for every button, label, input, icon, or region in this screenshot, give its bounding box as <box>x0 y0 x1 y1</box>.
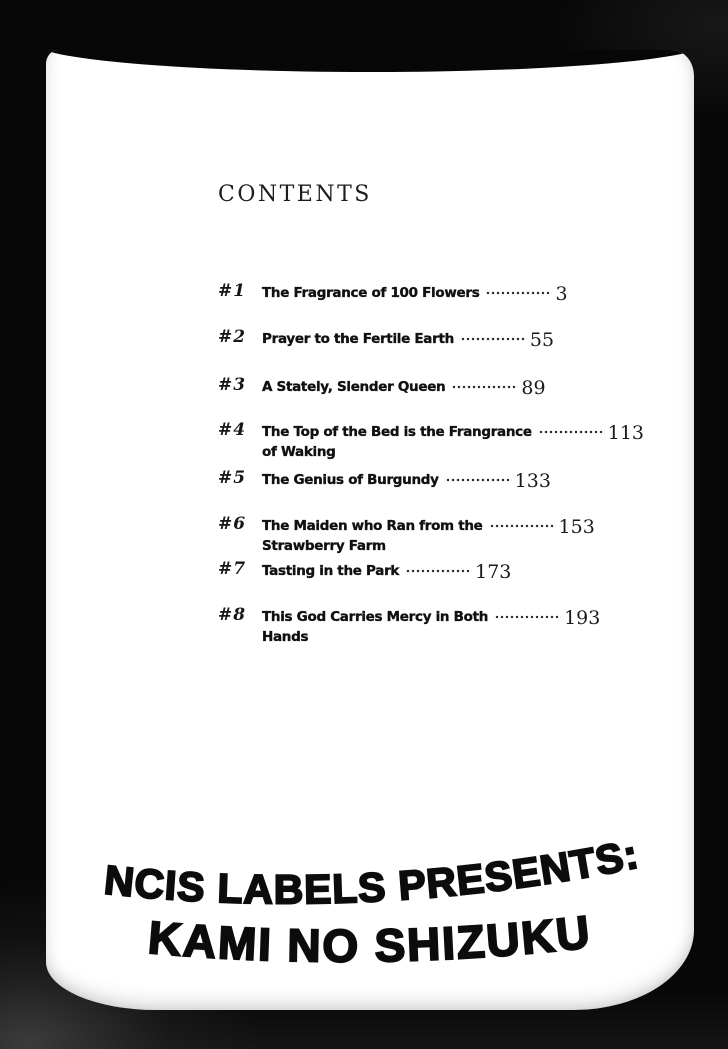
chapter-title: The Top of the Bed is the Frangrance <box>262 424 532 440</box>
page-number: 153 <box>558 516 595 538</box>
dot-leader <box>486 287 552 299</box>
chapter-title-line2: Strawberry Farm <box>262 538 386 554</box>
page-number: 173 <box>475 561 512 583</box>
chapter-number: #6 <box>218 514 247 534</box>
chapter-title-block <box>262 374 670 399</box>
page-number: 3 <box>555 283 568 305</box>
dot-leader <box>490 520 556 532</box>
chapter-title: Prayer to the Fertile Earth <box>262 331 454 347</box>
book-page <box>46 50 694 1010</box>
chapter-number: #4 <box>218 420 247 440</box>
publisher-credit-text: NCIS LABELS PRESENTS: <box>102 830 643 913</box>
toc-entry <box>218 419 670 460</box>
toc-entry <box>218 280 670 305</box>
toc-entry <box>218 513 670 554</box>
publisher-credit <box>102 831 642 913</box>
series-title-text: KAMI NO SHIZUKU <box>146 905 595 972</box>
toc-entry <box>218 326 670 351</box>
toc-entry <box>218 467 670 492</box>
chapter-title: The Genius of Burgundy <box>262 472 439 488</box>
chapter-title: The Maiden who Ran from the <box>262 518 483 534</box>
dot-leader <box>446 474 512 486</box>
chapter-title: This God Carries Mercy in Both <box>262 609 489 625</box>
chapter-title-block <box>262 280 670 305</box>
toc-entry <box>218 558 670 583</box>
chapter-title-block <box>262 467 670 492</box>
footer-lettering <box>46 820 694 1010</box>
dot-leader <box>539 426 605 438</box>
page-number: 89 <box>521 377 546 399</box>
chapter-title: A Stately, Slender Queen <box>262 379 446 395</box>
series-title <box>146 905 594 971</box>
dot-leader <box>461 333 527 345</box>
page-number: 193 <box>564 607 601 629</box>
chapter-title-block <box>262 326 670 351</box>
chapter-number: #8 <box>218 605 247 625</box>
page-number: 113 <box>607 422 644 444</box>
toc-entry <box>218 604 670 645</box>
dot-leader <box>495 611 561 623</box>
chapter-title-block <box>262 513 670 554</box>
page-number: 55 <box>529 329 555 351</box>
chapter-number: #2 <box>218 327 247 347</box>
chapter-title-block <box>262 558 670 583</box>
dot-leader <box>406 565 472 577</box>
chapter-number: #7 <box>218 559 247 579</box>
toc-entry <box>218 374 670 399</box>
chapter-title-line2: Hands <box>262 629 309 645</box>
chapter-number: #5 <box>218 468 247 488</box>
chapter-title: Tasting in the Park <box>262 563 400 579</box>
chapter-title-block <box>262 419 670 460</box>
chapter-number: #1 <box>218 281 247 301</box>
chapter-title-block <box>262 604 670 645</box>
chapter-title: The Fragrance of 100 Flowers <box>262 285 480 301</box>
contents-heading: CONTENTS <box>218 182 372 207</box>
chapter-number: #3 <box>218 375 247 395</box>
page-number: 133 <box>514 470 551 492</box>
chapter-title-line2: of Waking <box>262 444 336 460</box>
dot-leader <box>452 381 518 393</box>
